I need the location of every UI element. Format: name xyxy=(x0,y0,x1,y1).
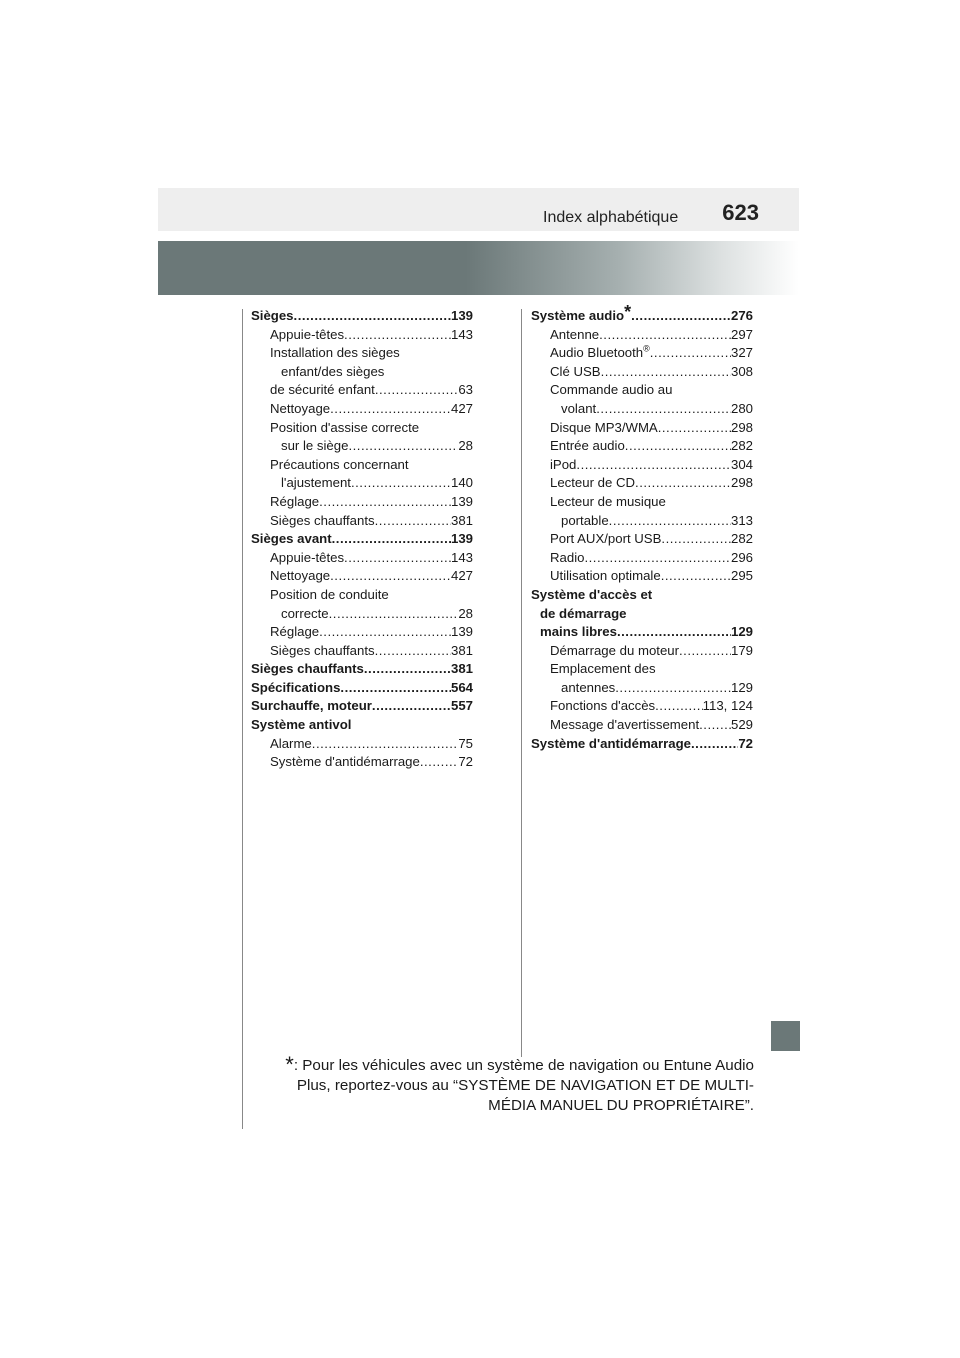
index-entry[interactable] xyxy=(531,623,753,642)
index-subentry[interactable] xyxy=(531,549,753,568)
leader-dots xyxy=(340,679,451,698)
entry-label: Appuie-têtes xyxy=(270,326,345,342)
index-subentry[interactable] xyxy=(531,419,753,438)
entry-text-line: Position de conduite xyxy=(270,586,389,602)
entry-label xyxy=(531,302,632,326)
entry-label: Réglage xyxy=(270,493,320,509)
entry-page: 113, 124 xyxy=(702,698,753,714)
entry-label: de sécurité enfant xyxy=(270,382,375,398)
entry-label: Sièges xyxy=(251,308,294,323)
leader-dots xyxy=(351,474,451,493)
entry-page: 327 xyxy=(730,345,753,361)
index-subentry[interactable] xyxy=(251,549,473,568)
entry-label: Disque MP3/WMA xyxy=(550,419,658,435)
entry-page: 140 xyxy=(450,475,473,491)
leader-dots xyxy=(635,474,731,493)
leader-dots xyxy=(312,735,459,754)
index-subentry[interactable] xyxy=(531,697,753,716)
leader-dots xyxy=(372,697,451,716)
entry-page: 143 xyxy=(450,326,473,342)
entry-page: 72 xyxy=(458,754,473,770)
entry-page: 529 xyxy=(730,717,753,733)
entry-label: Entrée audio xyxy=(550,438,625,454)
index-subentry[interactable] xyxy=(531,567,753,586)
entry-page: 139 xyxy=(450,531,473,547)
entry-label: Fonctions d'accès xyxy=(550,698,656,714)
entry-text-line: Position d'assise correcte xyxy=(270,419,420,435)
entry-page: 298 xyxy=(730,419,753,435)
entry-label-text: Système audio xyxy=(531,308,625,323)
index-subentry[interactable] xyxy=(251,735,473,754)
leader-dots xyxy=(329,605,459,624)
leader-dots xyxy=(332,530,451,549)
entry-label: Spécifications xyxy=(251,679,341,695)
entry-label: Radio xyxy=(550,549,585,565)
entry-label: Sièges chauffants xyxy=(270,512,375,528)
index-entry[interactable] xyxy=(531,735,753,754)
entry-page: 75 xyxy=(458,735,473,751)
entry-page: 295 xyxy=(730,568,753,584)
index-subentry[interactable] xyxy=(531,530,753,549)
index-subentry[interactable] xyxy=(251,493,473,512)
leader-dots xyxy=(617,623,731,642)
index-subentry[interactable] xyxy=(251,605,473,624)
entry-label: Surchauffe, moteur xyxy=(251,698,372,714)
index-subentry[interactable] xyxy=(251,567,473,586)
decorative-band xyxy=(158,241,799,295)
entry-label: Alarme xyxy=(270,735,312,751)
entry-label: Antenne xyxy=(550,326,600,342)
leader-dots xyxy=(375,381,458,400)
entry-page: 139 xyxy=(450,493,473,509)
entry-page: 313 xyxy=(730,512,753,528)
entry-page: 381 xyxy=(450,512,473,528)
index-entry[interactable] xyxy=(251,530,473,549)
index-subentry[interactable] xyxy=(531,679,753,698)
entry-label: Nettoyage xyxy=(270,568,331,584)
entry-label: l'ajustement xyxy=(281,475,351,491)
entry-text-line: Emplacement des xyxy=(550,661,656,677)
entry-page: 143 xyxy=(450,549,473,565)
page-number: 623 xyxy=(722,200,759,225)
page-header xyxy=(158,188,799,231)
entry-label: Lecteur de CD xyxy=(550,475,636,491)
entry-page: 280 xyxy=(730,400,753,416)
entry-label xyxy=(550,344,650,363)
index-subentry[interactable] xyxy=(531,512,753,531)
leader-dots xyxy=(294,307,451,326)
entry-text-line: Lecteur de musique xyxy=(550,493,666,509)
entry-label: Utilisation optimale xyxy=(550,568,661,584)
leader-dots xyxy=(679,642,731,661)
entry-page: 298 xyxy=(730,475,753,491)
index-subentry[interactable] xyxy=(531,400,753,419)
entry-text-line: Commande audio au xyxy=(550,382,673,398)
leader-dots xyxy=(661,530,731,549)
leader-dots xyxy=(596,400,731,419)
index-entry[interactable] xyxy=(251,697,473,716)
chapter-tab xyxy=(771,1021,800,1051)
entry-label: Sièges chauffants xyxy=(270,642,375,658)
index-entry[interactable] xyxy=(251,679,473,698)
entry-page: 28 xyxy=(458,605,473,621)
entry-page: 179 xyxy=(730,642,753,658)
index-entry[interactable] xyxy=(531,302,753,326)
entry-label: Sièges avant xyxy=(251,531,332,547)
index-subentry[interactable] xyxy=(251,474,473,493)
index-subentry[interactable] xyxy=(531,642,753,661)
entry-page: 308 xyxy=(730,363,753,379)
leader-dots xyxy=(420,753,458,772)
section-title: Index alphabétique xyxy=(543,209,679,226)
leader-dots xyxy=(584,549,731,568)
entry-page: 427 xyxy=(450,400,473,416)
leader-dots xyxy=(319,493,451,512)
entry-label: Réglage xyxy=(270,624,320,640)
leader-dots xyxy=(364,660,451,679)
index-subentry[interactable] xyxy=(251,512,473,531)
entry-label: Système d'antidémarrage xyxy=(531,735,691,751)
entry-label: Système d'antidémarrage xyxy=(270,754,420,770)
leader-dots xyxy=(344,549,451,568)
leader-dots xyxy=(615,679,731,698)
entry-page: 296 xyxy=(730,549,753,565)
leader-dots xyxy=(609,512,731,531)
entry-page: 304 xyxy=(730,456,753,472)
entry-label: correcte xyxy=(281,605,329,621)
entry-text-line: Installation des sièges xyxy=(270,345,400,361)
entry-page: 297 xyxy=(730,326,753,342)
footnote-line-3: MÉDIA MANUEL DU PROPRIÉTAIRE”. xyxy=(488,1097,754,1114)
leader-dots xyxy=(375,642,451,661)
entry-page: 276 xyxy=(730,308,753,323)
leader-dots xyxy=(599,326,731,345)
index-subentry[interactable] xyxy=(531,456,753,475)
entry-page: 129 xyxy=(730,679,753,695)
leader-dots xyxy=(375,512,451,531)
index-subentry[interactable] xyxy=(531,326,753,345)
leader-dots xyxy=(691,735,738,754)
entry-page: 63 xyxy=(458,382,473,398)
index-subentry[interactable] xyxy=(251,400,473,419)
entry-label: portable xyxy=(561,512,609,528)
index-subentry[interactable] xyxy=(251,326,473,345)
left-margin-rule xyxy=(242,309,243,1129)
leader-dots xyxy=(330,567,451,586)
footnote-line-2: Plus, reportez-vous au “SYSTÈME DE NAVIGATION ET DE MULTI- xyxy=(296,1077,754,1094)
entry-label: iPod xyxy=(550,456,577,472)
leader-dots xyxy=(631,307,731,326)
entry-label-text: Audio Bluetooth xyxy=(550,345,644,361)
leader-dots xyxy=(348,437,458,456)
index-subentry[interactable] xyxy=(531,363,753,382)
entry-page: 139 xyxy=(450,308,473,323)
entry-label: sur le siège xyxy=(281,438,349,454)
index-subentry[interactable] xyxy=(251,642,473,661)
entry-label: antennes xyxy=(561,679,616,695)
entry-page: 427 xyxy=(450,568,473,584)
footnote xyxy=(284,1052,754,1116)
index-column-left xyxy=(251,307,473,772)
footnote-line-1 xyxy=(284,1052,754,1077)
leader-dots xyxy=(650,344,731,363)
column-divider xyxy=(521,309,522,1057)
entry-page: 564 xyxy=(450,679,473,695)
index-subentry[interactable] xyxy=(531,716,753,735)
index-subentry[interactable] xyxy=(251,623,473,642)
entry-label: Nettoyage xyxy=(270,400,331,416)
entry-label: Port AUX/port USB xyxy=(550,531,662,547)
leader-dots xyxy=(655,697,703,716)
entry-page: 557 xyxy=(450,698,473,714)
entry-heading: de démarrage xyxy=(540,605,627,621)
entry-label: Appuie-têtes xyxy=(270,549,345,565)
entry-page: 282 xyxy=(730,438,753,454)
entry-page: 72 xyxy=(738,735,753,751)
entry-text-line: Précautions concernant xyxy=(270,456,409,472)
entry-label: Clé USB xyxy=(550,363,601,379)
entry-label: mains libres xyxy=(540,624,617,640)
entry-heading: Système d'accès et xyxy=(531,586,653,602)
entry-page: 381 xyxy=(450,661,473,677)
leader-dots xyxy=(601,363,731,382)
entry-heading: Système antivol xyxy=(251,717,352,733)
index-subentry[interactable] xyxy=(251,381,473,400)
leader-dots xyxy=(661,567,731,586)
index-subentry[interactable] xyxy=(251,437,473,456)
index-subentry[interactable] xyxy=(531,437,753,456)
entry-page: 129 xyxy=(730,624,753,640)
entry-page: 28 xyxy=(458,438,473,454)
leader-dots xyxy=(330,400,451,419)
entry-page: 381 xyxy=(450,642,473,658)
entry-label: Démarrage du moteur xyxy=(550,642,680,658)
footnote-star: * xyxy=(285,1052,294,1077)
leader-dots xyxy=(344,326,451,345)
index-column-right xyxy=(531,302,753,753)
entry-label: Sièges chauffants xyxy=(251,661,364,677)
leader-dots xyxy=(699,716,731,735)
entry-page: 139 xyxy=(450,624,473,640)
entry-text-line: enfant/des sièges xyxy=(281,363,385,379)
footnote-text: : Pour les véhicules avec un système de navigation ou Entune Audio xyxy=(293,1057,754,1074)
leader-dots xyxy=(319,623,451,642)
index-subentry[interactable] xyxy=(531,474,753,493)
index-entry[interactable] xyxy=(251,660,473,679)
entry-page: 282 xyxy=(730,531,753,547)
footnote-marker: * xyxy=(624,302,632,322)
leader-dots xyxy=(576,456,731,475)
index-entry[interactable] xyxy=(251,307,473,326)
registered-mark: ® xyxy=(643,343,650,354)
entry-label: volant xyxy=(561,400,597,416)
index-subentry[interactable] xyxy=(531,344,753,363)
leader-dots xyxy=(658,419,731,438)
leader-dots xyxy=(625,437,731,456)
entry-label: Message d'avertissement xyxy=(550,717,700,733)
index-subentry[interactable] xyxy=(251,753,473,772)
